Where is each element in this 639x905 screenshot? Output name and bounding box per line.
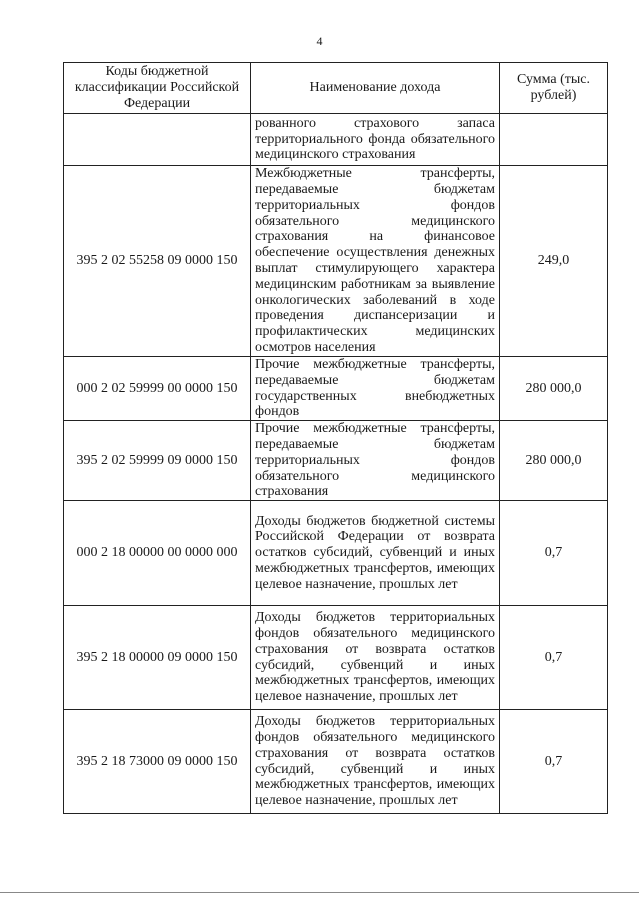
cell-name: рованного страхового запаса территориального фонда обязательного медицинского страхования	[251, 114, 500, 166]
table-row	[64, 357, 608, 421]
table-row	[64, 710, 608, 814]
cell-code: 000 2 18 00000 00 0000 000	[64, 501, 251, 606]
bottom-divider	[0, 892, 639, 893]
table-row	[64, 114, 608, 166]
cell-sum: 0,7	[500, 606, 608, 710]
cell-code: 395 2 02 55258 09 0000 150	[64, 166, 251, 357]
cell-code: 395 2 18 73000 09 0000 150	[64, 710, 251, 814]
table-row	[64, 501, 608, 606]
cell-sum: 0,7	[500, 501, 608, 606]
table-header-row	[64, 63, 608, 114]
cell-name: Прочие межбюджетные трансферты, передаваемые бюджетам государственных внебюджетных фондов	[251, 357, 500, 421]
cell-name: Межбюджетные трансферты, передаваемые бюджетам территориальных фондов обязательного медицинского страхования на финансовое обеспечение осуществления денежных выплат стимулирующего характера медицинским работникам за выявление онкологических заболеваний в ходе проведения диспансеризации и профилактических медицинских осмотров населения	[251, 166, 500, 357]
header-name: Наименование дохода	[251, 63, 500, 114]
cell-code	[64, 114, 251, 166]
cell-sum: 280 000,0	[500, 421, 608, 501]
cell-sum: 249,0	[500, 166, 608, 357]
cell-code: 395 2 18 00000 09 0000 150	[64, 606, 251, 710]
cell-name: Доходы бюджетов территориальных фондов обязательного медицинского страхования от возврата остатков субсидий, субвенций и иных межбюджетных трансфертов, имеющих целевое назначение, прошлых лет	[251, 710, 500, 814]
table-row	[64, 421, 608, 501]
table-row	[64, 606, 608, 710]
revenue-table	[63, 62, 608, 814]
header-code: Коды бюджетной классификации Российской Федерации	[64, 63, 251, 114]
cell-code: 000 2 02 59999 00 0000 150	[64, 357, 251, 421]
page-number: 4	[316, 34, 323, 48]
cell-code: 395 2 02 59999 09 0000 150	[64, 421, 251, 501]
header-sum: Сумма (тыс. рублей)	[500, 63, 608, 114]
cell-name: Доходы бюджетов территориальных фондов обязательного медицинского страхования от возврата остатков субсидий, субвенций и иных межбюджетных трансфертов, имеющих целевое назначение, прошлых лет	[251, 606, 500, 710]
cell-name: Доходы бюджетов бюджетной системы Российской Федерации от возврата остатков субсидий, субвенций и иных межбюджетных трансфертов, имеющих целевое назначение, прошлых лет	[251, 501, 500, 606]
table-row	[64, 166, 608, 357]
cell-sum: 280 000,0	[500, 357, 608, 421]
cell-sum	[500, 114, 608, 166]
cell-name: Прочие межбюджетные трансферты, передаваемые бюджетам территориальных фондов обязательного медицинского страхования	[251, 421, 500, 501]
cell-sum: 0,7	[500, 710, 608, 814]
